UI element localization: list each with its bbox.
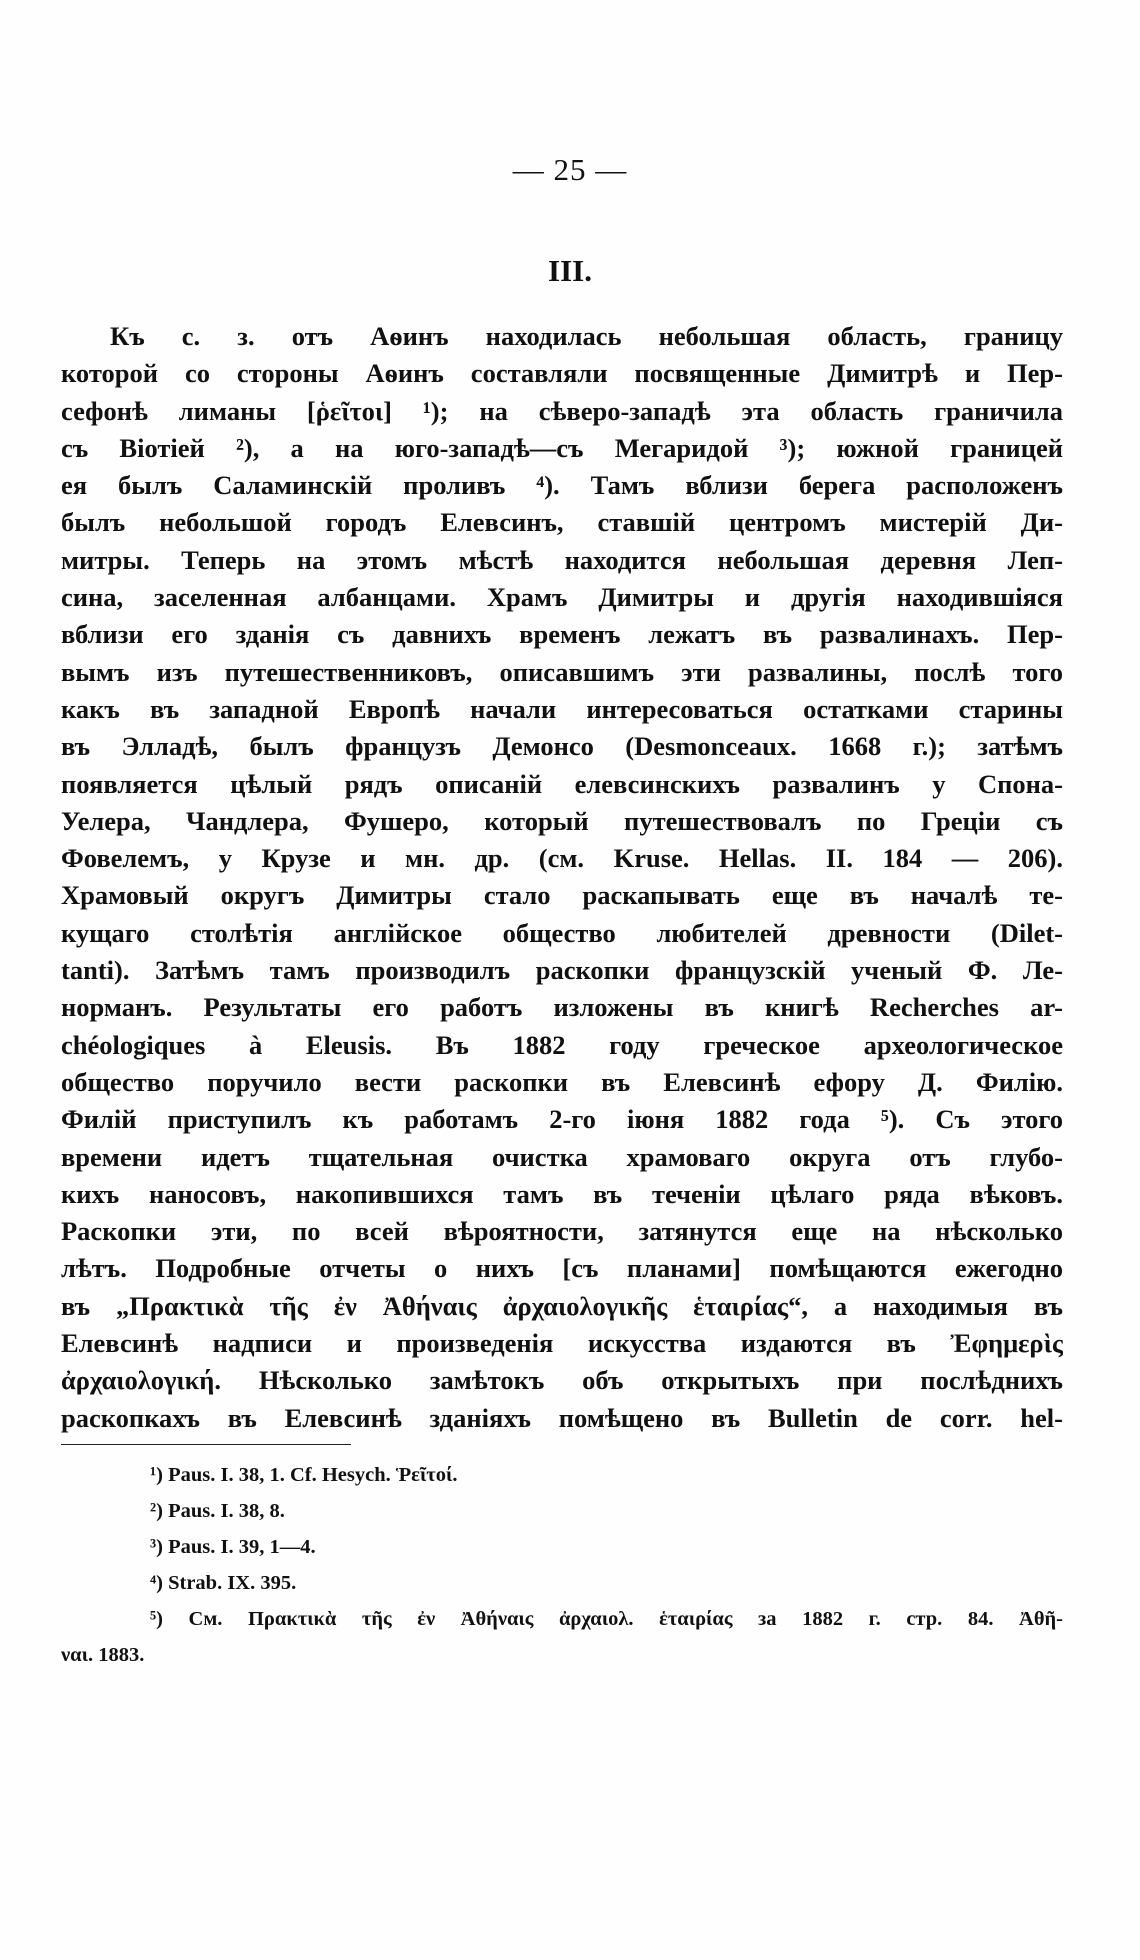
text-line: Раскопки эти, по всей вѣроятности, затянутся еще на нѣсколько: [61, 1216, 1063, 1247]
text-line: былъ небольшой городъ Елевсинъ, ставшій центромъ мистерій Ди-: [61, 507, 1063, 538]
footnote-divider: [61, 1444, 351, 1445]
text-line: tanti). Затѣмъ тамъ производилъ раскопки французскій ученый Ф. Ле-: [61, 955, 1063, 986]
footnote-3: ³) Paus. I. 39, 1—4.: [150, 1536, 316, 1558]
text-line: кущаго столѣтія англійское общество любителей древности (Dilet-: [61, 917, 1063, 948]
footnote-1: ¹) Paus. I. 38, 1. Cf. Hesych. Ῥεῖτοί.: [150, 1464, 458, 1486]
footnote-5-continuation: ναι. 1883.: [61, 1644, 145, 1666]
text-line: Уелера, Чандлера, Фушеро, который путешествовалъ по Греціи съ: [61, 805, 1063, 836]
text-line: Елевсинѣ надписи и произведенія искусства издаются въ Ἐφημερὶς: [61, 1328, 1063, 1359]
text-line: норманъ. Результаты его работъ изложены въ книгѣ Recherches ar-: [61, 992, 1063, 1023]
text-line: которой со стороны Аѳинъ составляли посвященные Димитрѣ и Пер-: [61, 358, 1063, 389]
page-number: — 25 —: [512, 152, 628, 187]
body-text: [61, 318, 1063, 1437]
text-line: митры. Теперь на этомъ мѣстѣ находится небольшая деревня Леп-: [61, 544, 1063, 575]
text-line: сина, заселенная албанцами. Храмъ Димитры и другія находившіяся: [61, 582, 1063, 613]
text-line: вблизи его зданія съ давнихъ временъ лежатъ въ развалинахъ. Пер-: [61, 619, 1063, 650]
text-line: chéologiques à Eleusis. Въ 1882 году греческое археологическое: [61, 1029, 1063, 1060]
text-line: раскопкахъ въ Елевсинѣ зданіяхъ помѣщено въ Bulletin de corr. hel-: [61, 1402, 1063, 1433]
text-line: кихъ наносовъ, накопившихся тамъ въ теченіи цѣлаго ряда вѣковъ.: [61, 1178, 1063, 1209]
text-line: Храмовый округъ Димитры стало раскапывать еще въ началѣ те-: [61, 880, 1063, 911]
footnotes: [61, 1457, 1063, 1673]
text-line: въ „Πρακτικὰ τῆς ἐν Ἀθήναις ἀρχαιολογικῆς ἑταιρίας“, а находимыя въ: [61, 1290, 1063, 1321]
text-line: съ Віотіей ²), а на юго-западѣ—съ Мегаридой ³); южной границей: [61, 432, 1063, 463]
text-line: вымъ изъ путешественниковъ, описавшимъ эти развалины, послѣ того: [61, 656, 1063, 687]
text-line: общество поручило вести раскопки въ Елевсинѣ ефору Д. Филію.: [61, 1066, 1063, 1097]
section-heading: III.: [548, 253, 592, 288]
text-line: въ Элладѣ, былъ французъ Демонсо (Desmonceaux. 1668 г.); затѣмъ: [61, 731, 1063, 762]
text-line: какъ въ западной Европѣ начали интересоваться остатками старины: [61, 693, 1063, 724]
footnote-4: ⁴) Strab. IX. 395.: [150, 1572, 297, 1594]
text-line: появляется цѣлый рядъ описаній елевсинскихъ развалинъ у Спона-: [61, 768, 1063, 799]
text-line: сефонѣ лиманы [ῥεῖτοι] ¹); на сѣверо-западѣ эта область граничила: [61, 395, 1063, 426]
text-line: Фовелемъ, у Крузе и мн. др. (см. Kruse. Hellas. II. 184 — 206).: [61, 843, 1063, 874]
text-line: времени идетъ тщательная очистка храмоваго округа отъ глубо-: [61, 1141, 1063, 1172]
text-line: Къ с. з. отъ Аѳинъ находилась небольшая область, границу: [110, 321, 1063, 351]
text-line: Филій приступилъ къ работамъ 2-го іюня 1882 года ⁵). Съ этого: [61, 1104, 1063, 1135]
text-line: ἀρχαιολογική. Нѣсколько замѣтокъ объ открытыхъ при послѣднихъ: [61, 1365, 1063, 1396]
footnote-5: ⁵) См. Πρακτικὰ τῆς ἐν Ἀθήναις ἀρχαιολ. ἑταιρίας за 1882 г. стр. 84. Ἀθῆ-: [150, 1608, 1063, 1630]
text-line: лѣтъ. Подробные отчеты о нихъ [съ планами] помѣщаются ежегодно: [61, 1253, 1063, 1284]
text-line: ея былъ Саламинскій проливъ ⁴). Тамъ вблизи берега расположенъ: [61, 470, 1063, 501]
footnote-2: ²) Paus. I. 38, 8.: [150, 1500, 285, 1522]
